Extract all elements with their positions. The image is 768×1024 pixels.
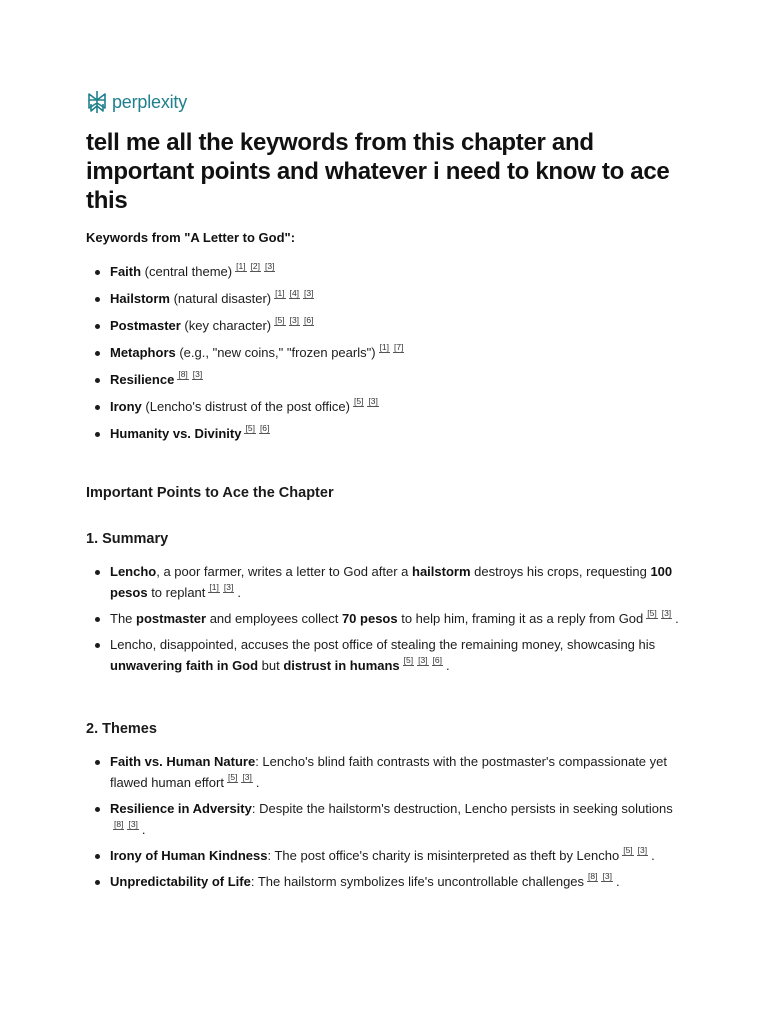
body-text: to replant — [147, 585, 206, 600]
body-text: The — [110, 611, 137, 626]
keyword-item — [86, 315, 686, 342]
body-text: and employees collect — [206, 611, 342, 626]
citation-group — [646, 608, 675, 626]
emphasis-text: Lencho — [110, 564, 157, 579]
citation-group — [403, 655, 446, 673]
body-text: : Despite the hailstorm's destruction, Lencho persists in seeking solutions — [251, 801, 673, 816]
keywords-list — [86, 261, 686, 450]
emphasis-text: Irony of Human Kindness — [110, 848, 268, 863]
themes-list — [86, 751, 686, 897]
citation-link[interactable]: [5] — [275, 315, 285, 325]
citation-group — [274, 288, 317, 306]
citation-group — [379, 342, 408, 360]
citation-group — [587, 871, 616, 889]
keyword-item — [86, 423, 686, 450]
citation-group — [353, 396, 382, 414]
keyword-item — [86, 261, 686, 288]
citation-link[interactable]: [3] — [304, 288, 314, 298]
keyword-note: (natural disaster) — [169, 291, 272, 306]
citation-group — [622, 845, 651, 863]
citation-link[interactable]: [3] — [265, 261, 275, 271]
perplexity-logo-icon — [86, 90, 108, 114]
citation-link[interactable]: [1] — [379, 342, 390, 352]
emphasis-text: unwavering faith in God — [110, 658, 259, 673]
emphasis-text: distrust in humans — [283, 658, 400, 673]
summary-point — [86, 634, 686, 676]
citation-link[interactable]: [3] — [128, 819, 138, 829]
emphasis-text: Faith vs. Human Nature — [110, 754, 256, 769]
citation-link[interactable]: [8] — [588, 871, 598, 881]
emphasis-text: hailstorm — [412, 564, 471, 579]
body-text: to help him, framing it as a reply from God — [397, 611, 644, 626]
citation-link[interactable]: [5] — [353, 396, 364, 406]
summary-list — [86, 561, 686, 681]
keywords-heading: Keywords from "A Letter to God": — [86, 230, 296, 245]
body-text: : The hailstorm symbolizes life's uncontrollable challenges — [250, 874, 585, 889]
citation-link[interactable]: [4] — [289, 288, 300, 298]
body-text: but — [258, 658, 284, 673]
sentence-end: . — [237, 585, 241, 600]
theme-point — [86, 871, 686, 892]
citation-link[interactable]: [7] — [394, 342, 404, 352]
citation-group — [177, 369, 206, 387]
theme-point — [86, 845, 686, 866]
keyword-term: Resilience — [110, 372, 175, 387]
important-points-heading: Important Points to Ace the Chapter — [86, 485, 334, 501]
body-text: : The post office's charity is misinterpreted as theft by Lencho — [267, 848, 620, 863]
citation-link[interactable]: [5] — [403, 655, 414, 665]
brand-name: perplexity — [112, 91, 188, 112]
citation-link[interactable]: [1] — [209, 582, 219, 592]
body-text: : Lencho's blind faith contrasts with the postmaster's compassionate yet flawed human effort — [110, 754, 667, 790]
citation-group — [208, 582, 237, 600]
citation-link[interactable]: [3] — [637, 845, 648, 855]
citation-group — [227, 772, 256, 790]
page-title: tell me all the keywords from this chapter and important points and whatever i need to know to ace this — [86, 129, 670, 214]
body-text: destroys his crops, requesting — [470, 564, 651, 579]
keyword-term: Humanity vs. Divinity — [110, 426, 242, 441]
citation-link[interactable]: [6] — [432, 655, 443, 665]
sentence-end: . — [675, 611, 679, 626]
citation-group — [274, 315, 317, 333]
emphasis-text: Resilience in Adversity — [110, 801, 252, 816]
citation-link[interactable]: [3] — [192, 369, 203, 379]
citation-link[interactable]: [3] — [289, 315, 300, 325]
keyword-note: (Lencho's distrust of the post office) — [141, 399, 350, 414]
summary-point — [86, 561, 686, 603]
citation-link[interactable]: [2] — [250, 261, 261, 271]
keyword-item — [86, 342, 686, 369]
emphasis-text: 100 pesos — [110, 564, 673, 600]
body-text: Lencho, disappointed, accuses the post office of stealing the remaining money, showcasing his — [110, 637, 656, 652]
citation-link[interactable]: [3] — [368, 396, 378, 406]
brand-logo[interactable] — [86, 90, 187, 114]
theme-point — [86, 751, 686, 793]
keyword-item — [86, 396, 686, 423]
citation-link[interactable]: [5] — [227, 772, 238, 782]
citation-link[interactable]: [8] — [178, 369, 188, 379]
citation-group — [113, 819, 142, 837]
sentence-end: . — [651, 848, 655, 863]
keyword-note: (key character) — [180, 318, 272, 333]
citation-link[interactable]: [5] — [647, 608, 657, 618]
keyword-item — [86, 288, 686, 315]
citation-link[interactable]: [3] — [223, 582, 234, 592]
citation-link[interactable]: [1] — [275, 288, 285, 298]
keyword-term: Irony — [110, 399, 142, 414]
citation-link[interactable]: [3] — [661, 608, 672, 618]
citation-link[interactable]: [8] — [114, 819, 124, 829]
summary-point — [86, 608, 686, 629]
sentence-end: . — [255, 775, 260, 790]
keyword-note: (central theme) — [141, 264, 233, 279]
citation-group — [235, 261, 278, 279]
keyword-term: Faith — [110, 264, 142, 279]
keyword-term: Metaphors — [110, 345, 176, 360]
themes-heading: 2. Themes — [86, 721, 157, 737]
summary-heading: 1. Summary — [86, 531, 169, 547]
keyword-term: Postmaster — [110, 318, 181, 333]
citation-link[interactable]: [3] — [418, 655, 428, 665]
emphasis-text: 70 pesos — [341, 611, 398, 626]
sentence-end: . — [446, 658, 450, 673]
citation-link[interactable]: [3] — [242, 772, 252, 782]
emphasis-text: postmaster — [136, 611, 207, 626]
keyword-term: Hailstorm — [110, 291, 170, 306]
citation-link[interactable]: [3] — [602, 871, 612, 881]
emphasis-text: Unpredictability of Life — [110, 874, 251, 889]
citation-link[interactable]: [6] — [259, 423, 270, 433]
citation-link[interactable]: [6] — [304, 315, 314, 325]
citation-link[interactable]: [5] — [623, 845, 633, 855]
citation-link[interactable]: [5] — [245, 423, 255, 433]
citation-link[interactable]: [1] — [236, 261, 246, 271]
body-text: , a poor farmer, writes a letter to God after a — [156, 564, 413, 579]
keyword-item — [86, 369, 686, 396]
sentence-end: . — [615, 874, 620, 889]
theme-point — [86, 798, 686, 840]
citation-group — [244, 423, 273, 441]
sentence-end: . — [141, 822, 146, 837]
keyword-note: (e.g., "new coins," "frozen pearls") — [175, 345, 376, 360]
